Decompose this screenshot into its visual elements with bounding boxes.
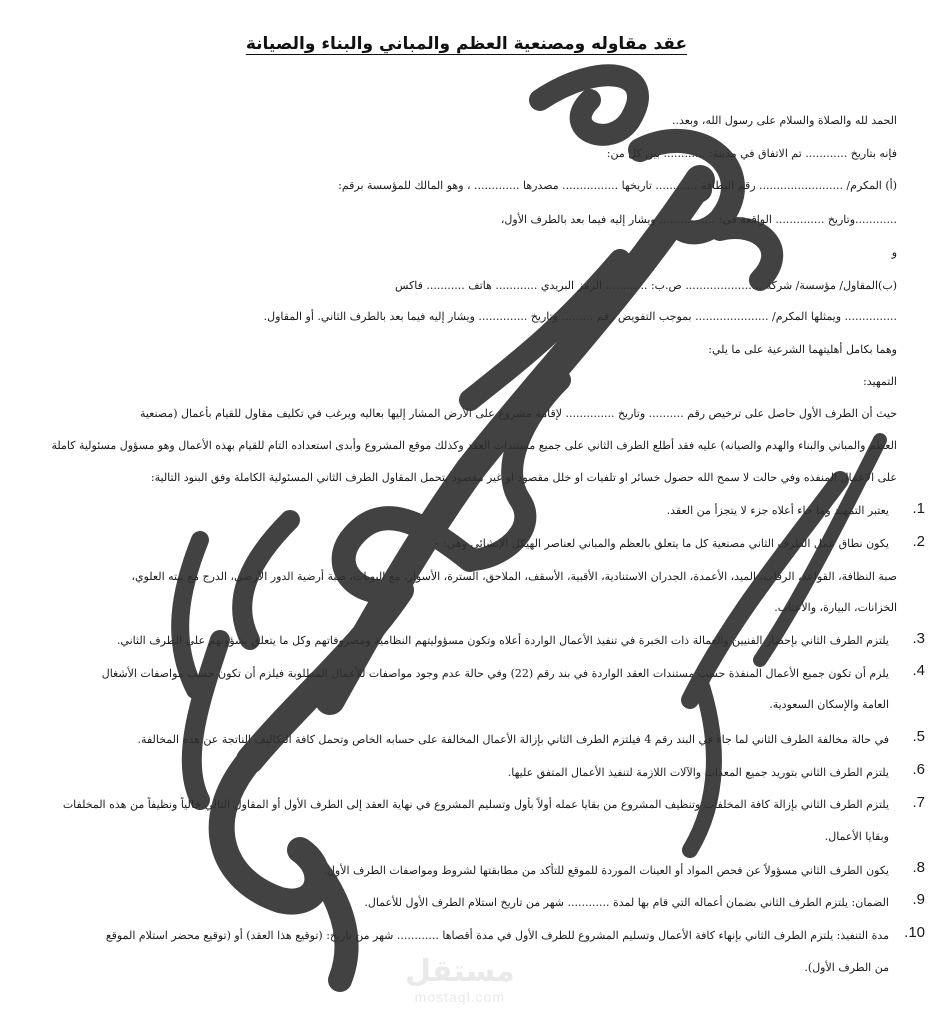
item-number: 2. [912, 533, 925, 550]
preamble-line-3: على الاعمال المنفذه وفي حالت لا سمح الله حصول خسائر او تلفيات او خلل مقصود او غير مقصود يتحمل المقاول الطرف الثاني المسئولية الكاملة وفق البنود التالية: [150, 471, 897, 484]
item-text: العامة والإسكان السعودية. [769, 698, 889, 711]
item-number: 9. [912, 891, 925, 908]
preamble-line-1: حيث أن الطرف الأول حاصل على ترخيص رقم .......... وتاريخ .............. لإقامة مشروع على الأرض المشار إليها بعاليه ويرغب في تكليف مقاول للقيام بأعمال (مصنعية [139, 407, 897, 420]
capacity-line: وهما بكامل أهليتهما الشرعية على ما يلي: [708, 343, 897, 356]
item-text: يكون نطاق عمل الطرف الثاني مصنعية كل ما يتعلق بالعظم والمباني لعناصر الهيكل الإنشائي وهي: – [434, 537, 889, 550]
item-number: 1. [912, 500, 925, 517]
item-text: مدة التنفيذ: يلتزم الطرف الثاني بإنهاء كافة الأعمال وتسليم المشروع للطرف الأول في مدة أقصاها ............ شهر من تاريخ: (توقيع هذا العقد) أو (توقيع محضر استلام الموقع [105, 929, 889, 942]
item-number: 7. [912, 794, 925, 811]
item-text: من الطرف الأول). [804, 961, 889, 974]
item-text: في حالة مخالفة الطرف الثاني لما جاء في البند رقم 4 فيلتزم الطرف الثاني بإزالة الأعمال المخالفة على حسابه الخاص وتحمل كافة التكاليف الناتجة عن هذه المخالفة. [137, 733, 889, 746]
item-number: 10. [904, 924, 925, 941]
contract-title: عقد مقاوله ومصنعية العظم والمباني والبناء والصيانة [245, 34, 688, 54]
mostaql-logo [405, 955, 515, 1005]
agreement-date-line: فإنه بتاريخ ............ تم الاتفاق في مدينة: ............ بين كل من: [606, 147, 897, 160]
conjunction-and: و [891, 246, 897, 259]
item-number: 6. [912, 761, 925, 778]
item-text: يلزم أن تكون جميع الأعمال المنفذة حسب مستندات العقد الواردة في بند رقم (22) وفي حالة عدم وجود مواصفات للأعمال المطلوبة فيلزم أن تكون حسب مواصفات الأشغال [101, 667, 889, 680]
item-number: 5. [912, 728, 925, 745]
second-party-line-2: ............... ويمثلها المكرم/ ..................... بموجب التفويض رقم ......... وتاريخ .............. ويشار إليه فيما بعد بالطرف الثاني. أو المقاول. [263, 310, 897, 323]
item-text: يلتزم الطرف الثاني بإزالة كافة المخلفات وتنظيف المشروع من بقايا عمله أولاً بأول وتسليم المشروع في نهاية العقد إلى الطرف الأول أو المقاول التالي خالياً ونظيفاً من هذه المخلفات [62, 798, 889, 811]
item-text: يلتزم الطرف الثاني بتوريد جميع المعدات والآلات اللازمة لتنفيذ الأعمال المتفق عليها. [507, 766, 889, 779]
item-text: صبة النظافة، القواعد، الرقاب، الميد، الأعمدة، الجدران الاستنادية، الأقبية، الأسقف، الملاحق، السترة، الأسوار، مع البوبات، صبة أرضية الدور الأرضي، الدرج مع بيته العلوي، [131, 570, 897, 583]
item-number: 8. [912, 859, 925, 876]
first-party-line-2: ............وتاريخ .............. الواقعة في: ................ ويشار إليه فيما بعد بالطرف الأول، [500, 213, 897, 226]
item-number: 4. [912, 662, 925, 679]
opening-line: الحمد لله والصلاة والسلام على رسول الله، وبعد.. [671, 114, 897, 127]
logo-arabic-text: مستقل [405, 954, 515, 989]
item-text: وبقايا الأعمال. [824, 830, 889, 843]
item-number: 3. [912, 630, 925, 647]
logo-latin-text: mostaql.com [414, 989, 506, 1005]
item-text: يكون الطرف الثاني مسؤولاً عن فحص المواد أو العينات الموردة للموقع للتأكد من مطابقتها لشروط ومواصفات الطرف الأول. [323, 864, 889, 877]
first-party-line-1: (أ) المكرم/ ........................ رقم البطاقة ............ تاريخها ................ مصدرها ............. ، وهو المالك للمؤسسة برقم: [338, 179, 897, 192]
item-text: الضمان: يلتزم الطرف الثاني بضمان أعماله التي قام بها لمدة ............ شهر من تاريخ استلام الطرف الأول للأعمال. [364, 896, 889, 909]
item-text: يلتزم الطرف الثاني بإحضار الفنيين والعمالة ذات الخبرة في تنفيذ الأعمال الواردة أعلاه وتكون مسؤوليتهم النظامية ومصروفاتهم وكل ما يتعلق بشؤونهم على الطرف الثاني. [116, 634, 889, 647]
item-text: الخزانات، البيارة، والأعتاب. [774, 601, 897, 614]
second-party-line-1: (ب)المقاول/ مؤسسة/ شركة ...................... ص.ب: ............ الرمز البريدي ............ هاتف ........... فاكس [394, 279, 897, 292]
preamble-line-2: العظم والمباني والبناء والهدم والصيانه) عليه فقد أطلع الطرف الثاني على جميع مستندات العقد وكذلك موقع المشروع وأبدى استعداده التام للقيام بهذه الأعمال وهو مسؤول مسئولية كاملة [51, 439, 897, 452]
preamble-heading: التمهيد: [863, 375, 897, 388]
item-text: يعتبر التمهيد وما جاء أعلاه جزء لا يتجزأ من العقد. [666, 504, 889, 517]
